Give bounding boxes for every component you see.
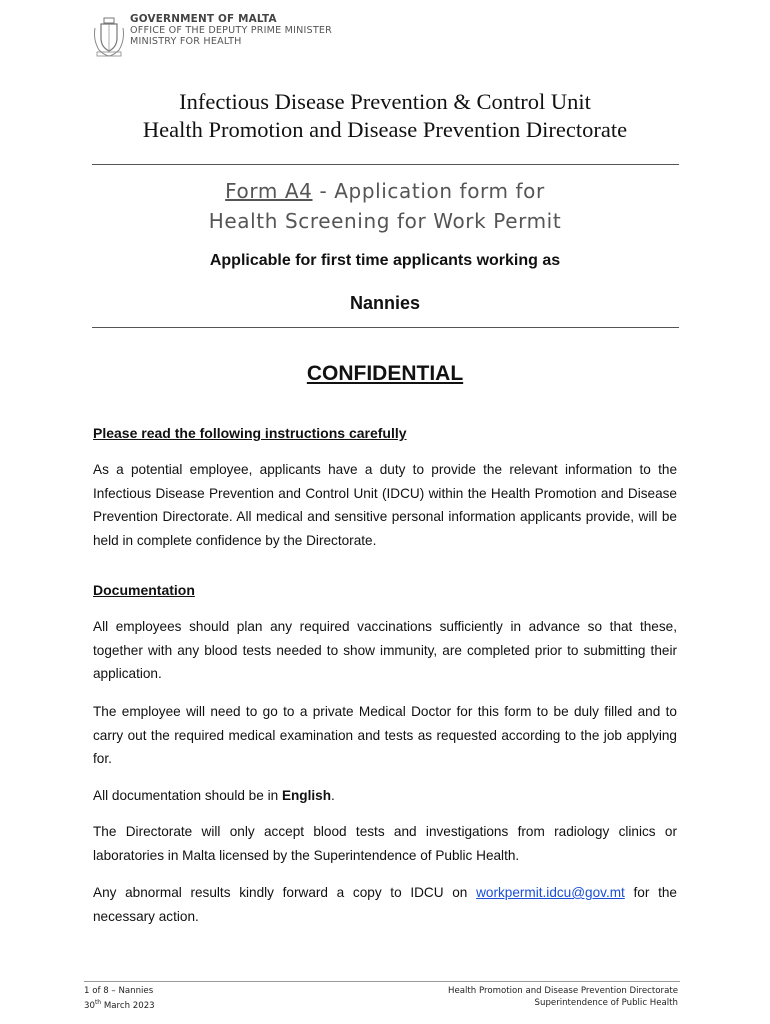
abnormal-results-paragraph bbox=[93, 881, 677, 928]
applicable-note: Applicable for first time applicants working as bbox=[209, 252, 561, 269]
footer-superintendence: Superintendence of Public Health bbox=[534, 998, 678, 1008]
language-emphasis: English bbox=[281, 788, 332, 803]
role-title: Nannies bbox=[349, 293, 421, 313]
date-suffix: th bbox=[94, 999, 102, 1006]
email-link[interactable]: workpermit.idcu@gov.mt bbox=[476, 885, 625, 900]
vaccinations-paragraph: All employees should plan any required vaccinations sufficiently in advance so that these, together with any blood tests needed to show immunity, are completed prior to submitting their application. bbox=[93, 619, 677, 681]
confidential-heading: CONFIDENTIAL bbox=[306, 362, 464, 385]
abnormal-results-end: for the necessary action. bbox=[93, 885, 677, 924]
footer-right bbox=[448, 985, 678, 1009]
footer-directorate: Health Promotion and Disease Prevention Directorate bbox=[448, 986, 678, 996]
date-rest: March 2023 bbox=[101, 1000, 155, 1011]
labs-paragraph: The Directorate will only accept blood tests and investigations from radiology clinics or laboratories in Malta licensed by the Superintendence of Public Health. bbox=[93, 824, 677, 863]
instructions-heading: Please read the following instructions carefully bbox=[93, 425, 407, 441]
date-day: 30 bbox=[84, 1000, 95, 1011]
document-date bbox=[84, 997, 155, 1012]
letterhead-government: GOVERNMENT OF MALTA bbox=[130, 13, 277, 25]
page-number: 1 of 8 – Nannies bbox=[84, 986, 154, 996]
language-end: . bbox=[331, 788, 335, 803]
abnormal-results-text: Any abnormal results kindly forward a copy to IDCU on bbox=[93, 885, 477, 900]
language-text: All documentation should be in bbox=[93, 788, 282, 803]
divider bbox=[92, 327, 679, 328]
footer-left bbox=[84, 985, 155, 1012]
directorate-title: Health Promotion and Disease Prevention Directorate bbox=[142, 117, 628, 142]
form-subtitle: Health Screening for Work Permit bbox=[208, 209, 562, 233]
unit-title: Infectious Disease Prevention & Control Unit bbox=[179, 89, 591, 114]
divider bbox=[92, 164, 679, 165]
language-paragraph bbox=[93, 784, 677, 808]
medical-doctor-paragraph: The employee will need to go to a private Medical Doctor for this form to be duly filled and to carry out the required medical examination and tests as requested according to the job applying for. bbox=[93, 704, 677, 766]
instructions-paragraph: As a potential employee, applicants have a duty to provide the relevant information to the Infectious Disease Prevention and Control Unit (IDCU) within the Health Promotion and Disease Prevention Directorate. All medical and sensitive personal information applicants provide, will be held in complete confidence by the Directorate. bbox=[93, 462, 677, 548]
footer-divider bbox=[84, 981, 680, 982]
letterhead bbox=[92, 14, 332, 58]
letterhead-text bbox=[130, 14, 332, 47]
form-code: Form A4 bbox=[225, 179, 313, 203]
documentation-heading: Documentation bbox=[93, 582, 195, 598]
malta-coat-of-arms-icon bbox=[92, 14, 126, 58]
letterhead-ministry: MINISTRY FOR HEALTH bbox=[130, 36, 242, 47]
form-title bbox=[0, 179, 770, 203]
form-title-text: - Application form for bbox=[312, 179, 545, 203]
letterhead-office: OFFICE OF THE DEPUTY PRIME MINISTER bbox=[130, 25, 333, 36]
